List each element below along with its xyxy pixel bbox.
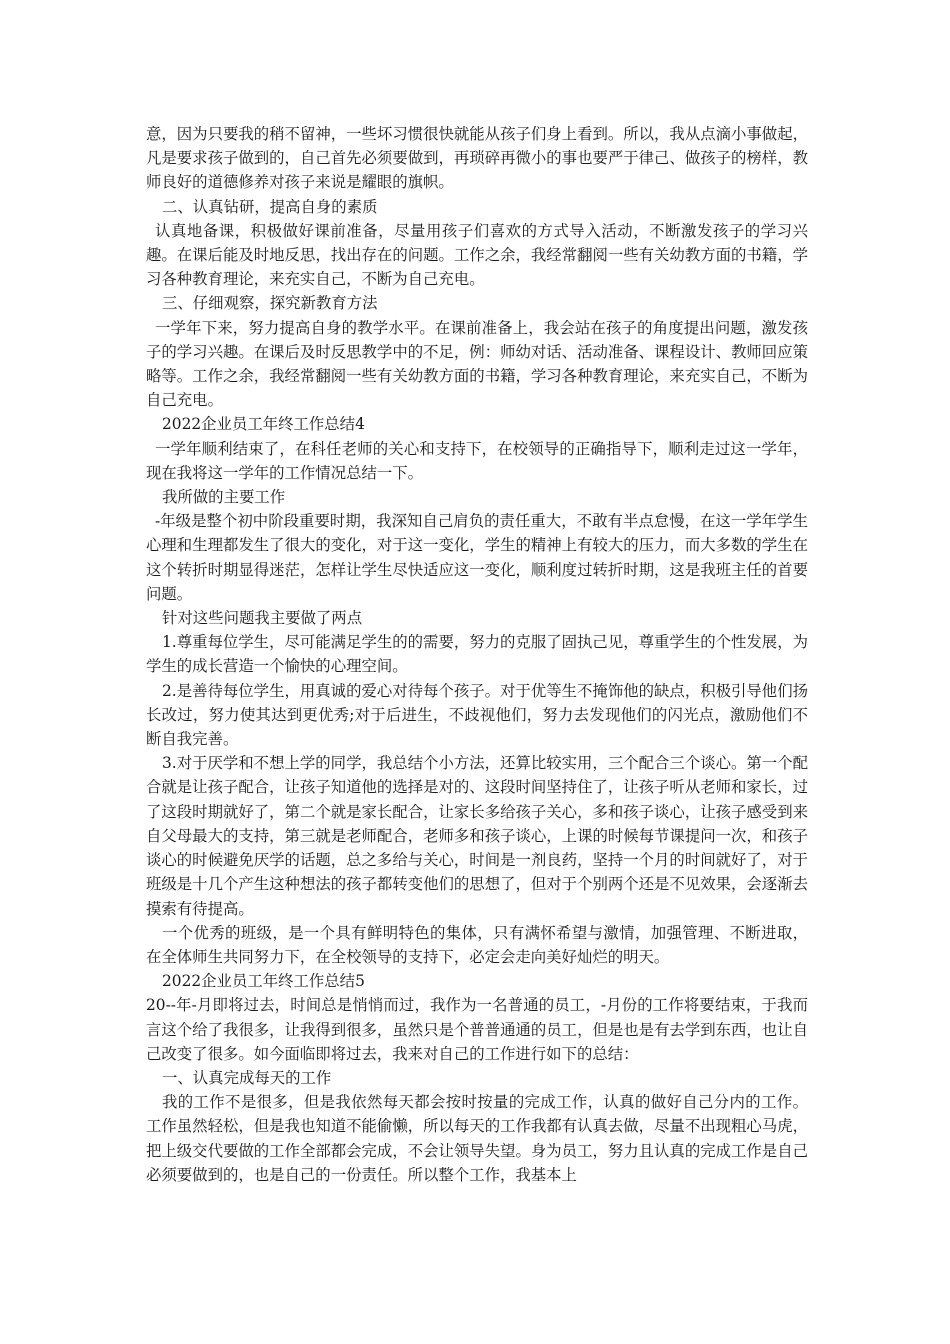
- section-heading: 二、认真钻研，提高自身的素质: [162, 197, 378, 216]
- paragraph: 一学年下来，努力提高自身的教学水平。在课前准备上，我会站在孩子的角度提出问题，激发孩子的学习兴趣。在课后及时反思教学中的不足，例：师幼对话、活动准备、课程设计、教师回应策略等。工作之余，我经常翻阅一些有关幼教方面的书籍，学习各种教育理论，来充实自己，不断为自己充电。: [146, 318, 808, 410]
- article-title: 2022企业员工年终工作总结5: [162, 972, 365, 991]
- list-item: 2.是善待每位学生，用真诚的爱心对待每个孩子。对于优等生不掩饰他的缺点，积极引导他们扬长改过，努力使其达到更优秀;对于后进生，不歧视他们，努力去发现他们的闪光点，激励他们不断自我完善。: [146, 681, 808, 749]
- article-title: 2022企业员工年终工作总结4: [162, 415, 365, 434]
- list-item: 3.对于厌学和不想上学的同学，我总结个小方法，还算比较实用，三个配合三个谈心。第一个配合就是让孩子配合，让孩子知道他的选择是对的、这段时间坚持住了，让孩子听从老师和家长，过了这段时期就好了，第二个就是家长配合，让家长多给孩子关心，多和孩子谈心，让孩子感受到来自父母最大的支持，第三就是老师配合，老师多和孩子谈心，上课的时候每节课提问一次，和孩子谈心的时候避免厌学的话题，总之多给与关心，时间是一剂良药，坚持一个月的时间就好了，对于班级是十几个产生这种想法的孩子都转变他们的思想了，但对于个别两个还是不见效果，会逐渐去摸索有待提高。: [146, 754, 808, 918]
- list-item: 1.尊重每位学生，尽可能满足学生的的需要，努力的克服了固执己见，尊重学生的个性发展，为学生的成长营造一个愉快的心理空间。: [146, 633, 808, 676]
- section-heading: 我所做的主要工作: [162, 488, 286, 507]
- section-heading: 针对这些问题我主要做了两点: [162, 609, 363, 628]
- section-heading: 一、认真完成每天的工作: [162, 1068, 332, 1087]
- paragraph: 20--年-月即将过去，时间总是悄悄而过，我作为一名普通的员工，-月份的工作将要结束，于我而言这个给了我很多，让我得到很多，虽然只是个普普通通的员工，但是也是有去学到东西，也让自己改变了很多。如今面临即将过去，我来对自己的工作进行如下的总结：: [146, 996, 808, 1063]
- document-body: [146, 122, 808, 1187]
- paragraph: 一个优秀的班级，是一个具有鲜明特色的集体，只有满怀希望与激情，加强管理、不断进取，在全体师生共同努力下，在全校领导的支持下，必定会走向美好灿烂的明天。: [146, 923, 808, 966]
- section-heading: 三、仔细观察，探究新教育方法: [162, 294, 378, 313]
- paragraph: 认真地备课，积极做好课前准备，尽量用孩子们喜欢的方式导入活动，不断激发孩子的学习兴趣。在课后能及时地反思，找出存在的问题。工作之余，我经常翻阅一些有关幼教方面的书籍，学习各种教育理论，来充实自己，不断为自己充电。: [146, 221, 808, 289]
- paragraph: 一学年顺利结束了，在科任老师的关心和支持下，在校领导的正确指导下，顺利走过这一学年，现在我将这一学年的工作情况总结一下。: [146, 439, 808, 482]
- paragraph: 意，因为只要我的稍不留神，一些坏习惯很快就能从孩子们身上看到。所以，我从点滴小事做起，凡是要求孩子做到的，自己首先必须要做到，再琐碎再微小的事也要严于律己、做孩子的榜样，教师良好的道德修养对孩子来说是耀眼的旗帜。: [146, 125, 808, 192]
- paragraph: -年级是整个初中阶段重要时期，我深知自己肩负的责任重大，不敢有半点怠慢，在这一学年学生心理和生理都发生了很大的变化，对于这一变化，学生的精神上有较大的压力，而大多数的学生在这个转折时期显得迷茫，怎样让学生尽快适应这一变化，顺利度过转折时期，这是我班主任的首要问题。: [146, 512, 808, 603]
- paragraph: 我的工作不是很多，但是我依然每天都会按时按量的完成工作，认真的做好自己分内的工作。工作虽然轻松，但是我也知道不能偷懒，所以每天的工作我都有认真去做，尽量不出现粗心马虎，把上级交代要做的工作全部都会完成，不会让领导失望。身为员工，努力且认真的完成工作是自己必须要做到的，也是自己的一份责任。所以整个工作，我基本上: [146, 1093, 808, 1184]
